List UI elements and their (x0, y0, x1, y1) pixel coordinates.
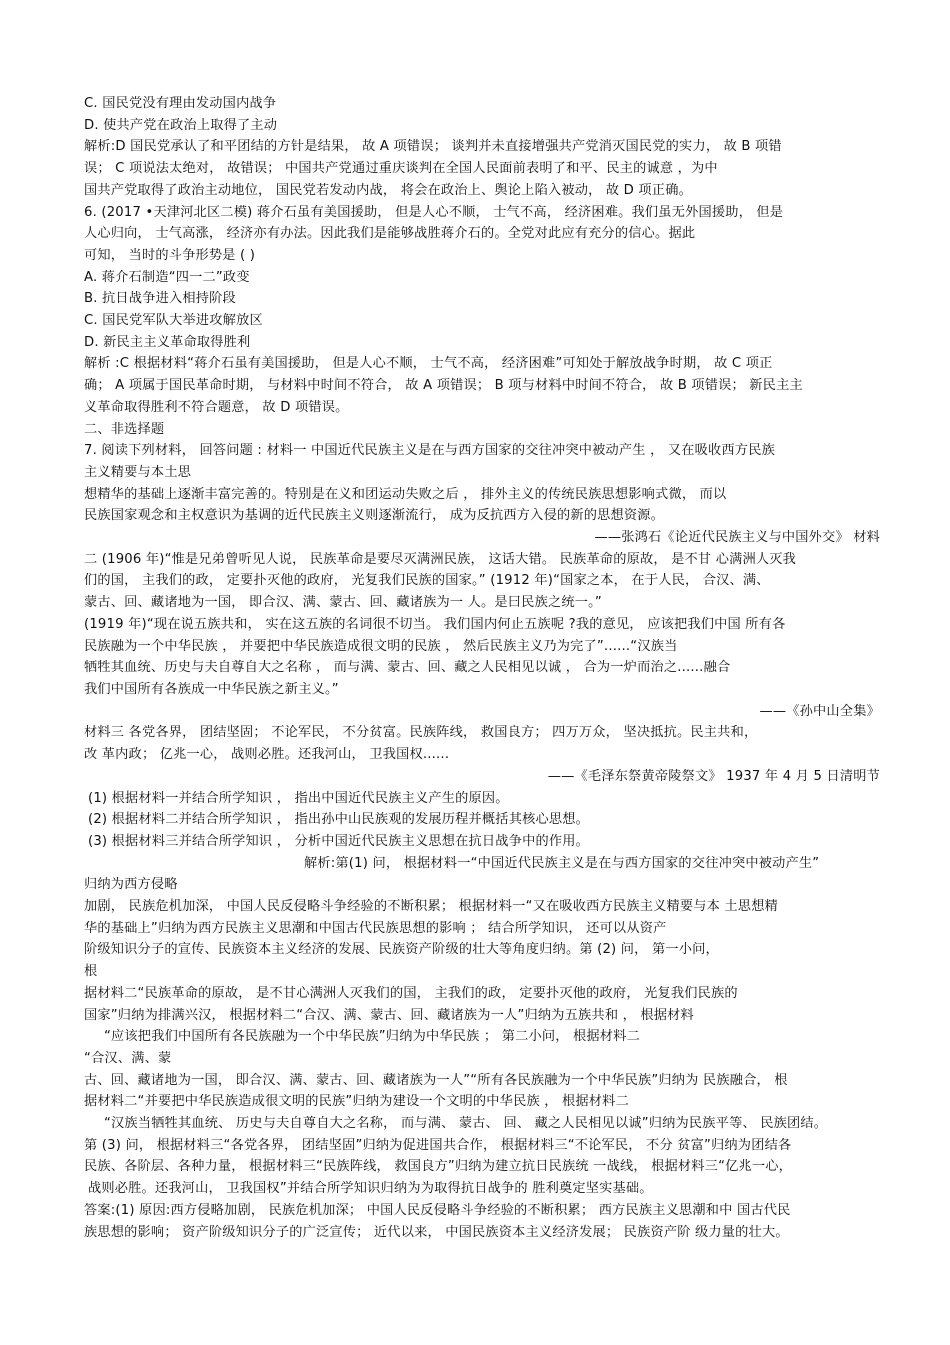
text-line: “应该把我们中国所有各民族融为一个中华民族”归纳为中华民族 ； 第二小问， 根据材料二 (104, 1029, 640, 1045)
text-line: C. 国民党没有理由发动国内战争 (84, 96, 277, 111)
text-line: 可知， 当时的斗争形势是 ( ) (84, 247, 256, 263)
text-line: “合汉、满、蒙 (84, 1050, 172, 1066)
text-line: 华的基础上”归纳为西方民族主义思潮和中国古代民族思想的影响 ； 结合所学知识， 还可以从资产 (84, 920, 667, 936)
text-line: C. 国民党军队大举进攻解放区 (84, 313, 263, 329)
text-line: B. 抗日战争进入相持阶段 (84, 291, 236, 307)
text-line: ——《孙中山全集》 (759, 703, 880, 719)
text-line: 我们中国所有各族成一中华民族之新主义。” (84, 681, 339, 697)
text-line: 义革命取得胜利不符合题意， 故 D 项错误。 (84, 399, 349, 415)
text-line: A. 蒋介石制造“四一二”政变 (84, 269, 250, 285)
text-line: (3) 根据材料三并结合所学知识 ， 分析中国近代民族主义思想在抗日战争中的作用。 (88, 833, 590, 849)
text-line: D. 新民主主义革命取得胜利 (84, 334, 251, 350)
text-line: 想精华的基础上逐渐丰富完善的。特别是在义和团运动失败之后 ， 排外主义的传统民族思想影响式微， 而以 (84, 486, 727, 502)
text-line: 牺牲其血统、历史与夫自尊自大之名称 ， 而与满、蒙古、回、藏之人民相见以诚 ， 合为一炉而治之......融合 (84, 660, 731, 676)
text-line: 二 (1906 年)“惟是兄弟曾听见人说， 民族革命是要尽灭满洲民族， 这话大错。 民族革命的原故， 是不甘 心满洲人灭我 (84, 551, 797, 567)
text-line: 据材料二“并要把中华民族造成很文明的民族”归纳为建设一个文明的中华民族 ， 根据材料二 (84, 1094, 629, 1110)
text-line: 第 (3) 问， 根据材料三“各党各界， 团结坚固”归纳为促进国共合作， 根据材料三“不论军民， 不分 贫富”归纳为团结各 (84, 1137, 792, 1153)
text-line: 归纳为西方侵略 (84, 877, 178, 893)
text-line: 国共产党取得了政治主动地位， 国民党若发动内战， 将会在政治上、舆论上陷入被动， 故 D 项正确。 (84, 182, 692, 198)
text-line: 加剧， 民族危机加深， 中国人民反侵略斗争经验的不断积累； 根据材料一“又在吸收西方民族主义精要与本 土思想精 (84, 899, 778, 915)
text-line: “汉族当牺牲其血统、 历史与夫自尊自大之名称， 而与满、 蒙古、 回、 藏之人民相见以诚”归纳为民族平等、 民族团结。 (104, 1116, 828, 1132)
text-line: ——《毛泽东祭黄帝陵祭文》 1937 年 4 月 5 日清明节 (547, 768, 880, 784)
text-line: 解析 :C 根据材料“蒋介石虽有美国援助， 但是人心不顺， 士气不高， 经济困难”可知处于解放战争时期， 故 C 项正 (84, 356, 773, 372)
text-line: 二、非选择题 (84, 421, 165, 437)
text-line: 确； A 项属于国民革命时期， 与材料中时间不符合， 故 A 项错误； B 项与材料中时间不符合， 故 B 项错误； 新民主主 (84, 378, 803, 394)
text-line: D. 使共产党在政治上取得了主动 (84, 117, 278, 133)
text-line: 蒙古、回、藏诸地为一国， 即合汉、满、蒙古、回、藏诸族为一 人。是曰民族之统一。” (84, 595, 602, 611)
text-line: 材料三 各党各界， 团结坚固； 不论军民， 不分贫富。民族阵线， 救国良方； 四万万众， 坚决抵抗。民主共和， (84, 725, 758, 741)
text-line: 民族、各阶层、各种力量， 根据材料三“民族阵线， 救国良方”归纳为建立抗日民族统 一战线， 根据材料三“亿兆一心， (84, 1159, 793, 1175)
text-line: 误； C 项说法太绝对， 故错误； 中国共产党通过重庆谈判在全国人民面前表明了和平、民主的诚意 ，为中 (84, 161, 718, 177)
text-line: 根 (84, 964, 98, 980)
text-line: 们的国， 主我们的政， 定要扑灭他的政府， 光复我们民族的国家。” (1912 年)“国家之本， 在于人民， 合汉、满、 (84, 573, 770, 589)
text-line: 人心归向， 士气高涨， 经济亦有办法。因此我们是能够战胜蒋介石的。全党对此应有充分的信心。据此 (84, 226, 696, 242)
text-line: 国家”归纳为排满兴汉， 根据材料二“合汉、满、蒙古、回、藏诸族为一人”归纳为五族共和 ， 根据材料 (84, 1007, 694, 1023)
text-line: ——张鸿石《论近代民族主义与中国外交》 材料 (594, 530, 880, 546)
text-line: (1) 根据材料一并结合所学知识 ， 指出中国近代民族主义产生的原因。 (88, 790, 509, 806)
text-line: (2) 根据材料二并结合所学知识 ， 指出孙中山民族观的发展历程并概括其核心思想。 (88, 812, 590, 828)
text-line: 族思想的影响； 资产阶级知识分子的广泛宣传； 近代以来， 中国民族资本主义经济发展； 民族资产阶 级力量的壮大。 (84, 1224, 789, 1240)
text-line: 战则必胜。还我河山， 卫我国权”并结合所学知识归纳为为取得抗日战争的 胜利奠定坚实基础。 (88, 1181, 653, 1197)
text-line: 6. (2017 •天津河北区二模) 蒋介石虽有美国援助， 但是人心不顺， 士气不高， 经济困难。我们虽无外国援助， 但是 (84, 204, 784, 220)
text-line: 改 革内政； 亿兆一心， 战则必胜。还我河山， 卫我国权...... (84, 747, 450, 763)
text-line: 据材料二“民族革命的原故， 是不甘心满洲人灭我们的国， 主我们的政， 定要扑灭他的政府， 光复我们民族的 (84, 985, 738, 1001)
text-line: 7. 阅读下列材料， 回答问题 : 材料一 中国近代民族主义是在与西方国家的交往冲突中被动产生 ， 又在吸收西方民族 (84, 443, 775, 459)
text-line: 解析:第(1) 问， 根据材料一“中国近代民族主义是在与西方国家的交往冲突中被动产生” (304, 855, 820, 871)
text-line: 阶级知识分子的宣传、民族资本主义经济的发展、民族资产阶级的壮大等角度归纳。第 (2) 问， 第一小问， (84, 942, 719, 958)
text-line: (1919 年)“现在说五族共和， 实在这五族的名词很不切当。 我们国内何止五族呢 ?我的意见， 应该把我们中国 所有各 (84, 616, 786, 632)
text-line: 主义精要与本土思 (84, 464, 192, 480)
text-line: 解析:D 国民党承认了和平团结的方针是结果， 故 A 项错误； 谈判并未直接增强共产党消灭国民党的实力， 故 B 项错 (84, 139, 782, 155)
text-line: 答案:(1) 原因:西方侵略加剧， 民族危机加深； 中国人民反侵略斗争经验的不断积累； 西方民族主义思潮和中 国古代民 (84, 1202, 791, 1218)
text-line: 古、回、藏诸地为一国， 即合汉、满、蒙古、回、藏诸族为一人”“所有各民族融为一个中华民族”归纳为 民族融合， 根 (84, 1072, 788, 1088)
text-line: 民族融为一个中华民族 ， 并要把中华民族造成很文明的民族 ， 然后民族主义乃为完了”......“汉族当 (84, 638, 678, 654)
text-line: 民族国家观念和主权意识为基调的近代民族主义则逐渐流行， 成为反抗西方入侵的新的思想资源。 (84, 508, 665, 524)
